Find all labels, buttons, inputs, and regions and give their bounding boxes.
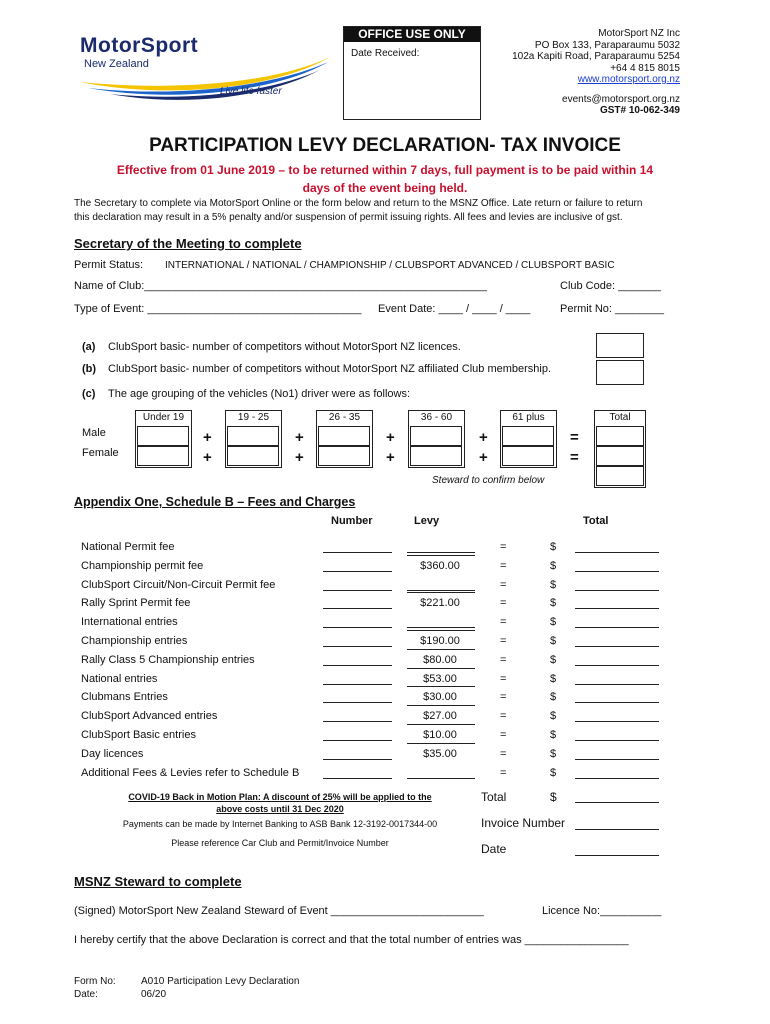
- footer-date-value: 06/20: [141, 989, 167, 1000]
- fee-label: Clubmans Entries: [81, 691, 168, 703]
- fee-number-field[interactable]: [323, 778, 392, 779]
- question-a-box[interactable]: [596, 333, 644, 358]
- summary-total-field[interactable]: [575, 802, 659, 803]
- question-c-label: (c): [82, 388, 96, 400]
- age-col-header: 36 - 60: [420, 412, 453, 423]
- age-col-header: 26 - 35: [328, 412, 361, 423]
- fee-total-field[interactable]: [575, 627, 659, 628]
- fee-equals: =: [500, 654, 507, 666]
- fee-levy-field[interactable]: [407, 590, 475, 591]
- fee-levy-underline: [407, 630, 475, 631]
- fee-levy-field[interactable]: [407, 627, 475, 628]
- plus-sign: +: [203, 429, 212, 446]
- footer-form-value: A010 Participation Levy Declaration: [141, 976, 300, 987]
- fee-equals: =: [500, 635, 507, 647]
- fee-label: National Permit fee: [81, 541, 175, 553]
- question-a-text: ClubSport basic- number of competitors without MotorSport NZ licences.: [108, 341, 461, 353]
- fee-total-field[interactable]: [575, 684, 659, 685]
- footer-date-label: Date:: [74, 989, 98, 1000]
- summary-dollar-sign: $: [550, 790, 557, 804]
- question-c-text: The age grouping of the vehicles (No1) driver were as follows:: [108, 388, 411, 400]
- plus-sign: +: [386, 429, 395, 446]
- fee-total-field[interactable]: [575, 552, 659, 553]
- plus-sign: +: [386, 449, 395, 466]
- fee-number-field[interactable]: [323, 684, 392, 685]
- org-email: events@motorsport.org.nz: [562, 93, 680, 105]
- fees-col-number: Number: [331, 515, 373, 527]
- fee-label: Championship permit fee: [81, 560, 204, 572]
- age-male-19-25[interactable]: [227, 426, 279, 446]
- age-col-header: Under 19: [142, 412, 185, 423]
- fee-total-field[interactable]: [575, 665, 659, 666]
- fee-label: National entries: [81, 673, 158, 685]
- fee-number-field[interactable]: [323, 608, 392, 609]
- question-b-label: (b): [82, 363, 97, 375]
- org-gst: GST# 10-062-349: [599, 105, 680, 116]
- fee-number-field[interactable]: [323, 740, 392, 741]
- fee-total-field[interactable]: [575, 759, 659, 760]
- fee-number-field[interactable]: [323, 571, 392, 572]
- fee-label: ClubSport Basic entries: [81, 729, 196, 741]
- fee-label: ClubSport Circuit/Non-Circuit Permit fee: [81, 579, 276, 591]
- invoice-number-field[interactable]: [575, 829, 659, 830]
- fee-levy: $27.00: [423, 710, 457, 722]
- summary-date-field[interactable]: [575, 855, 659, 856]
- intro-line-2: this declaration may result in a 5% penalty and/or suspension of permit issuing rights. All fees and levies are inclusive of gst.: [74, 212, 623, 223]
- fee-levy-field[interactable]: [407, 552, 475, 553]
- steward-heading: MSNZ Steward to complete: [74, 874, 242, 889]
- date-received-label: Date Received:: [351, 48, 420, 59]
- age-male-61-plus[interactable]: [502, 426, 554, 446]
- secretary-heading: Secretary of the Meeting to complete: [74, 236, 302, 251]
- club-name-field[interactable]: Name of Club:________________________________________________________: [74, 280, 487, 292]
- permit-status-options[interactable]: INTERNATIONAL / NATIONAL / CHAMPIONSHIP / CLUBSPORT ADVANCED / CLUBSPORT BASIC: [165, 260, 615, 271]
- club-code-field[interactable]: Club Code: _______: [560, 280, 661, 292]
- fee-dollar: $: [550, 767, 557, 779]
- fee-label: Additional Fees & Levies refer to Schedule B: [81, 767, 300, 779]
- fee-dollar: $: [550, 579, 557, 591]
- fee-equals: =: [500, 710, 507, 722]
- fees-col-levy: Levy: [414, 515, 440, 527]
- summary-total-label: Total: [481, 790, 507, 804]
- office-use-header: OFFICE USE ONLY: [344, 27, 480, 42]
- footer-form-label: Form No:: [74, 976, 116, 987]
- age-male-36-60[interactable]: [410, 426, 462, 446]
- fee-levy-underline: [407, 555, 475, 556]
- fee-number-field[interactable]: [323, 759, 392, 760]
- org-phone: +64 4 815 8015: [610, 62, 680, 74]
- fee-levy-underline: [407, 705, 475, 706]
- fee-dollar: $: [550, 748, 557, 760]
- fee-levy-underline: [407, 743, 475, 744]
- fee-equals: =: [500, 597, 507, 609]
- equals-sign: =: [570, 429, 579, 446]
- event-type-field[interactable]: Type of Event: ___________________________________: [74, 303, 362, 315]
- steward-confirm-note: Steward to confirm below: [432, 475, 545, 486]
- fee-dollar: $: [550, 729, 557, 741]
- plus-sign: +: [295, 449, 304, 466]
- fee-total-field[interactable]: [575, 608, 659, 609]
- fee-dollar: $: [550, 654, 557, 666]
- fee-number-field[interactable]: [323, 552, 392, 553]
- fee-levy-underline: [407, 724, 475, 725]
- age-col-header: 61 plus: [512, 412, 545, 423]
- payment-note: Payments can be made by Internet Banking to ASB Bank 12-3192-0017344-00: [122, 819, 438, 829]
- question-b-box[interactable]: [596, 360, 644, 385]
- fee-dollar: $: [550, 710, 557, 722]
- fee-total-field[interactable]: [575, 590, 659, 591]
- fee-label: Day licences: [81, 748, 144, 760]
- fee-label: International entries: [81, 616, 178, 628]
- fee-label: Rally Class 5 Championship entries: [81, 654, 255, 666]
- logo-subtitle: New Zealand: [84, 58, 149, 70]
- age-col-header: 19 - 25: [237, 412, 270, 423]
- fee-dollar: $: [550, 597, 557, 609]
- event-date-field[interactable]: Event Date: ____ / ____ / ____: [378, 303, 531, 315]
- fee-dollar: $: [550, 616, 557, 628]
- age-col-header: Total: [609, 412, 631, 423]
- org-street: 102a Kapiti Road, Paraparaumu 5254: [512, 51, 680, 62]
- fee-total-field[interactable]: [575, 721, 659, 722]
- page-title: PARTICIPATION LEVY DECLARATION- TAX INVOICE: [149, 135, 621, 156]
- fee-equals: =: [500, 691, 507, 703]
- fee-levy-underline: [407, 649, 475, 650]
- fee-number-field[interactable]: [323, 665, 392, 666]
- steward-licence-field[interactable]: Licence No:__________: [542, 905, 662, 917]
- steward-signature-field[interactable]: (Signed) MotorSport New Zealand Steward of Event _________________________: [74, 905, 484, 917]
- fee-levy: $190.00: [420, 635, 460, 647]
- plus-sign: +: [203, 449, 212, 466]
- age-female-61-plus[interactable]: [502, 446, 554, 466]
- steward-certification[interactable]: I hereby certify that the above Declaration is correct and that the total number of entries was _________________: [74, 934, 629, 946]
- equals-sign: =: [570, 449, 579, 466]
- age-female-total[interactable]: [596, 446, 644, 466]
- permit-no-field[interactable]: Permit No: ________: [560, 303, 664, 315]
- fee-levy-underline: [407, 592, 475, 593]
- fee-number-field[interactable]: [323, 627, 392, 628]
- org-website-link[interactable]: www.motorsport.org.nz: [577, 74, 680, 85]
- covid-note-line-1: COVID-19 Back in Motion Plan: A discount of 25% will be applied to the: [128, 792, 432, 802]
- age-female-under-19[interactable]: [137, 446, 189, 466]
- org-po-box: PO Box 133, Paraparaumu 5032: [534, 39, 680, 51]
- logo-brand: MotorSport: [80, 34, 199, 57]
- reference-note: Please reference Car Club and Permit/Invoice Number: [171, 838, 389, 848]
- row-label-male: Male: [82, 427, 106, 439]
- fee-dollar: $: [550, 541, 557, 553]
- age-male-total[interactable]: [596, 426, 644, 446]
- fee-levy: $35.00: [423, 748, 457, 760]
- fee-equals: =: [500, 673, 507, 685]
- fee-label: ClubSport Advanced entries: [81, 710, 218, 722]
- fee-levy: $360.00: [420, 560, 460, 572]
- permit-status-label: Permit Status:: [74, 259, 144, 271]
- fee-equals: =: [500, 767, 507, 779]
- fee-levy-underline: [407, 668, 475, 669]
- logo: [70, 20, 335, 105]
- fees-heading: Appendix One, Schedule B – Fees and Charges: [74, 495, 356, 509]
- fee-dollar: $: [550, 673, 557, 685]
- fee-number-field[interactable]: [323, 646, 392, 647]
- fee-dollar: $: [550, 560, 557, 572]
- fee-equals: =: [500, 560, 507, 572]
- fee-equals: =: [500, 748, 507, 760]
- fees-col-total: Total: [583, 515, 609, 527]
- fee-total-field[interactable]: [575, 571, 659, 572]
- age-female-26-35[interactable]: [318, 446, 370, 466]
- fee-total-field[interactable]: [575, 740, 659, 741]
- fee-levy: $10.00: [423, 729, 457, 741]
- notice-line-1: Effective from 01 June 2019 – to be returned within 7 days, full payment is to be paid within 14: [116, 163, 654, 177]
- fee-number-field[interactable]: [323, 590, 392, 591]
- fee-levy: $221.00: [420, 597, 460, 609]
- plus-sign: +: [479, 449, 488, 466]
- notice-line-2: days of the event being held.: [302, 181, 468, 195]
- fee-number-field[interactable]: [323, 702, 392, 703]
- fee-total-field[interactable]: [575, 778, 659, 779]
- covid-note-line-2: above costs until 31 Dec 2020: [216, 804, 344, 814]
- org-name: MotorSport NZ Inc: [598, 28, 680, 39]
- fee-dollar: $: [550, 635, 557, 647]
- intro-line-1: The Secretary to complete via MotorSport Online or the form below and return to the MSNZ Office. Late return or failure to return: [74, 198, 643, 209]
- fee-total-field[interactable]: [575, 702, 659, 703]
- fee-levy: $80.00: [423, 654, 457, 666]
- plus-sign: +: [479, 429, 488, 446]
- fee-equals: =: [500, 729, 507, 741]
- fee-levy: $30.00: [423, 691, 457, 703]
- fee-equals: =: [500, 616, 507, 628]
- fee-label: Championship entries: [81, 635, 188, 647]
- age-grand-total[interactable]: [596, 466, 644, 486]
- logo-tagline: Live life faster: [220, 86, 282, 97]
- age-male-under-19[interactable]: [137, 426, 189, 446]
- age-female-36-60[interactable]: [410, 446, 462, 466]
- fee-label: Rally Sprint Permit fee: [81, 597, 191, 609]
- fee-levy-field[interactable]: [407, 778, 475, 779]
- fee-levy-underline: [407, 686, 475, 687]
- fee-equals: =: [500, 541, 507, 553]
- summary-date-label: Date: [481, 842, 507, 856]
- age-male-26-35[interactable]: [318, 426, 370, 446]
- fee-total-field[interactable]: [575, 646, 659, 647]
- row-label-female: Female: [82, 447, 119, 459]
- fee-dollar: $: [550, 691, 557, 703]
- fee-equals: =: [500, 579, 507, 591]
- invoice-number-label: Invoice Number: [481, 816, 566, 830]
- question-b-text: ClubSport basic- number of competitors without MotorSport NZ affiliated Club membership.: [108, 363, 552, 375]
- question-a-label: (a): [82, 341, 96, 353]
- age-female-19-25[interactable]: [227, 446, 279, 466]
- plus-sign: +: [295, 429, 304, 446]
- org-address: [460, 28, 680, 117]
- fee-number-field[interactable]: [323, 721, 392, 722]
- fee-levy: $53.00: [423, 673, 457, 685]
